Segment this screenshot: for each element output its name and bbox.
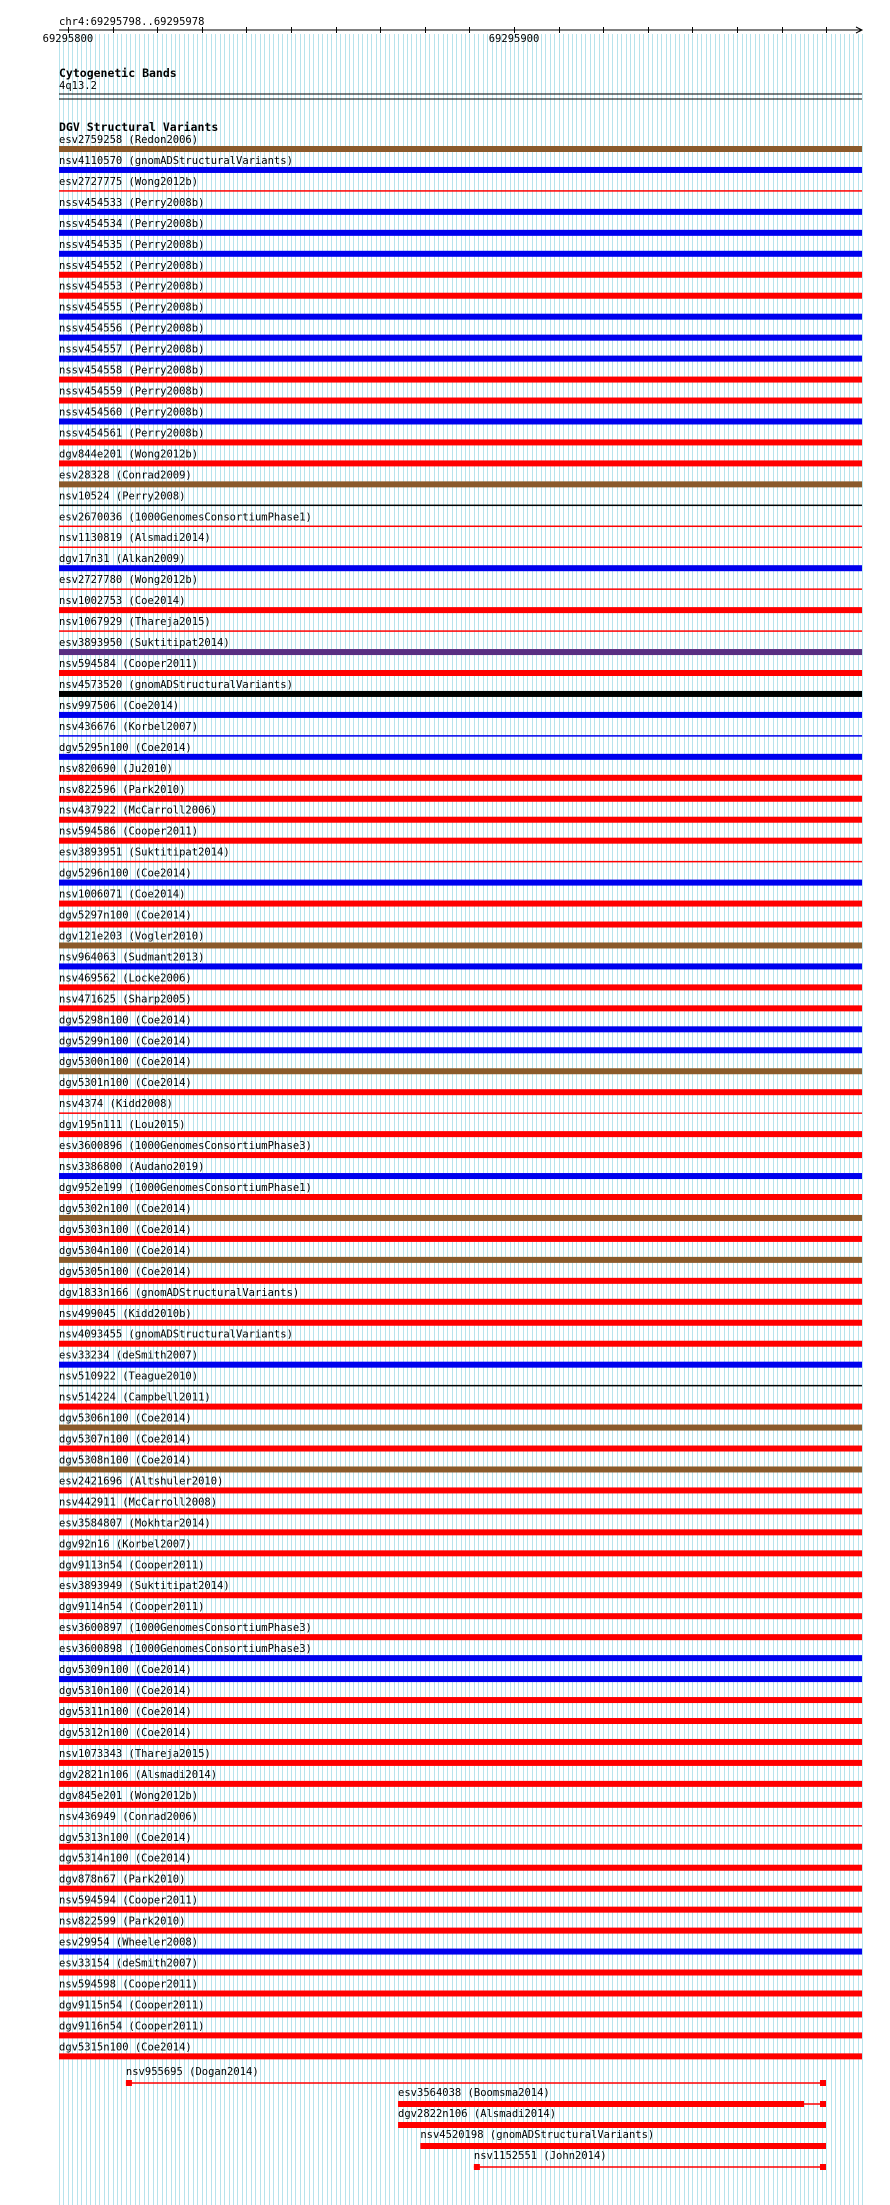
variant-label: nssv454555 (Perry2008b) [59,301,205,314]
variant-bar[interactable] [59,1005,862,1011]
variant-label: dgv5297n100 (Coe2014) [59,909,192,922]
variant-label: dgv5298n100 (Coe2014) [59,1014,192,1027]
variant-label: nsv469562 (Locke2006) [59,972,192,985]
variant-label: nsv436949 (Conrad2006) [59,1810,199,1823]
variant-bar[interactable] [59,1257,862,1263]
variant-bar[interactable] [59,1026,862,1032]
variant-label: nsv1130819 (Alsmadi2014) [59,532,211,545]
variant-label: esv2727780 (Wong2012b) [59,574,199,587]
variant-end-block[interactable] [820,2101,826,2107]
variant-label: nsv442911 (McCarroll2008) [59,1496,218,1509]
variant-bar[interactable] [59,209,862,215]
variant-bar[interactable] [59,272,862,278]
variant-label: dgv5306n100 (Coe2014) [59,1412,192,1425]
variant-bar[interactable] [59,1112,862,1114]
variant-bar[interactable] [59,838,862,844]
variant-label: nssv454535 (Perry2008b) [59,238,205,251]
variant-label: nsv955695 (Dogan2014) [125,2066,259,2078]
variant-bar[interactable] [59,1385,862,1387]
variant-label: nsv822599 (Park2010) [59,1915,186,1928]
variant-label: esv3600896 (1000GenomesConsortiumPhase3) [59,1140,312,1153]
variant-label: dgv92n16 (Korbel2007) [59,1538,192,1551]
variant-label: nssv454558 (Perry2008b) [59,364,205,377]
variant-label: nssv454556 (Perry2008b) [59,322,205,335]
variant-bar[interactable] [59,146,862,152]
variant-label: dgv878n67 (Park2010) [59,1873,186,1886]
variant-label: nsv594598 (Cooper2011) [59,1978,199,1991]
variant-label: dgv5313n100 (Coe2014) [59,1831,192,1844]
variant-bar[interactable] [59,1173,862,1179]
variant-bar[interactable] [59,1676,862,1682]
variant-label: nssv454552 (Perry2008b) [59,259,205,272]
variant-bar[interactable] [59,1844,862,1850]
variant-label: dgv5311n100 (Coe2014) [59,1706,192,1718]
variant-bar[interactable] [59,1970,862,1976]
variant-label: nsv594586 (Cooper2011) [59,825,199,838]
variant-bar[interactable] [59,901,862,907]
variant-bar[interactable] [59,1949,862,1955]
variant-bar[interactable] [59,1697,862,1703]
variant-label: nsv510922 (Teague2010) [59,1370,199,1383]
variant-label: nsv1002753 (Coe2014) [59,595,186,608]
variant-label: esv3584807 (Mokhtar2014) [59,1517,211,1530]
variant-bar[interactable] [59,735,862,737]
variant-label: esv29954 (Wheeler2008) [59,1936,199,1949]
variant-bar[interactable] [59,1487,862,1493]
variant-bar[interactable] [59,251,862,257]
variant-bar[interactable] [59,1529,862,1535]
variant-label: nsv471625 (Sharp2005) [59,993,192,1006]
variant-label: nssv454560 (Perry2008b) [59,406,205,419]
variant-label: dgv9115n54 (Cooper2011) [59,1999,205,2012]
variant-bar[interactable] [59,817,862,823]
variant-bar[interactable] [59,1781,862,1787]
variant-label: dgv5304n100 (Coe2014) [59,1244,192,1257]
variant-bar[interactable] [59,649,862,655]
variant-label: dgv5302n100 (Coe2014) [59,1202,192,1215]
variant-bar[interactable] [59,754,862,760]
variant-bar[interactable] [59,526,862,528]
variant-label: nsv4110570 (gnomADStructuralVariants) [59,154,293,167]
variant-label: dgv5310n100 (Coe2014) [59,1685,192,1698]
variant-bar[interactable] [59,880,862,886]
variant-label: dgv5314n100 (Coe2014) [59,1852,192,1865]
variant-label: esv3600898 (1000GenomesConsortiumPhase3) [59,1643,312,1656]
variant-bar[interactable] [59,167,862,173]
variant-bar[interactable] [59,2053,862,2059]
variant-label: nssv454557 (Perry2008b) [59,343,205,356]
variant-label: dgv2821n106 (Alsmadi2014) [59,1768,218,1781]
variant-bar[interactable] [59,1928,862,1934]
variant-label: esv2759258 (Redon2006) [59,134,199,146]
variant-bar[interactable] [59,439,862,445]
variant-bar[interactable] [59,1865,862,1871]
variant-start-block[interactable] [126,2080,132,2086]
variant-bar[interactable] [59,314,862,320]
variant-label: dgv2822n106 (Alsmadi2014) [398,2108,557,2120]
variant-bar[interactable] [59,377,862,383]
variant-label: nsv10524 (Perry2008) [59,490,186,503]
variant-bar[interactable] [59,1446,862,1452]
variant-label: nsv4573520 (gnomADStructuralVariants) [59,678,293,691]
variant-label: nsv964063 (Sudmant2013) [59,951,205,964]
variant-bar[interactable] [59,398,862,404]
dgv-track-title: DGV Structural Variants [59,120,219,134]
variant-bar[interactable] [59,1341,862,1347]
variant-label: esv33154 (deSmith2007) [59,1957,199,1970]
variant-bar[interactable] [59,418,862,424]
variant-bar[interactable] [59,1825,862,1827]
variant-label: nsv1152551 (John2014) [473,2150,607,2162]
variant-label: dgv844e201 (Wong2012b) [59,448,199,461]
variant-label: nsv437922 (McCarroll2006) [59,804,218,817]
variant-label: nsv4374 (Kidd2008) [59,1098,173,1111]
variant-bar[interactable] [59,630,862,632]
variant-label: nssv454533 (Perry2008b) [59,196,205,209]
variant-label: esv2421696 (Altshuler2010) [59,1475,224,1488]
variant-label: nsv436676 (Korbel2007) [59,720,199,733]
variant-label: dgv5295n100 (Coe2014) [59,741,192,754]
variant-bar[interactable] [59,1047,862,1053]
variant-bar[interactable] [59,1634,862,1640]
variant-bar[interactable] [59,588,862,590]
variant-label: dgv5307n100 (Coe2014) [59,1433,192,1446]
variant-bar[interactable] [59,2032,862,2038]
variant-bar[interactable] [59,670,862,676]
variant-bar[interactable] [398,2101,804,2107]
variant-label: nsv4520198 (gnomADStructuralVariants) [420,2129,655,2141]
variant-label: dgv1833n166 (gnomADStructuralVariants) [59,1286,300,1299]
variant-bar[interactable] [59,1739,862,1745]
variant-label: dgv952e199 (1000GenomesConsortiumPhase1) [59,1182,312,1194]
variant-label: esv3600897 (1000GenomesConsortiumPhase3) [59,1622,312,1635]
variant-bar[interactable] [59,607,862,613]
variant-label: esv3893951 (Suktitipat2014) [59,846,230,859]
variant-bar[interactable] [59,1466,862,1472]
variant-bar[interactable] [59,230,862,236]
variant-label: nssv454553 (Perry2008b) [59,280,205,293]
variant-bar[interactable] [59,565,862,571]
variant-bar[interactable] [59,1508,862,1514]
variant-label: esv3893949 (Suktitipat2014) [59,1580,230,1593]
variant-bar[interactable] [59,1299,862,1305]
variant-label: dgv195n111 (Lou2015) [59,1119,186,1132]
variant-label: nsv1067929 (Thareja2015) [59,616,211,629]
variant-bar[interactable] [59,1425,862,1431]
variant-label: dgv9113n54 (Cooper2011) [59,1559,205,1572]
variant-label: nsv997506 (Coe2014) [59,699,180,712]
variant-bar[interactable] [59,1236,862,1242]
variant-label: esv33234 (deSmith2007) [59,1349,199,1362]
cytoband-label: 4q13.2 [59,80,97,92]
variant-bar[interactable] [59,1278,862,1284]
variant-label: esv2670036 (1000GenomesConsortiumPhase1) [59,511,312,524]
variant-label: esv3564038 (Boomsma2014) [398,2087,550,2099]
variant-bar[interactable] [59,546,862,548]
variant-bar[interactable] [59,293,862,299]
variant-end-block[interactable] [820,2080,826,2086]
variant-bar[interactable] [59,775,862,781]
variant-label: nsv499045 (Kidd2010b) [59,1307,192,1320]
variant-label: dgv5296n100 (Coe2014) [59,867,192,880]
variant-label: nsv594584 (Cooper2011) [59,658,199,670]
variant-label: dgv121e203 (Vogler2010) [59,930,205,943]
variant-bar[interactable] [59,1592,862,1598]
variant-label: nsv514224 (Campbell2011) [59,1391,211,1404]
variant-label: dgv5300n100 (Coe2014) [59,1056,192,1069]
variant-label: dgv5305n100 (Coe2014) [59,1265,192,1278]
variant-bar[interactable] [59,984,862,990]
variant-label: nssv454559 (Perry2008b) [59,385,205,398]
variant-label: dgv5309n100 (Coe2014) [59,1664,192,1677]
variant-bar[interactable] [59,1655,862,1661]
cytoband-track-title: Cytogenetic Bands [59,66,177,80]
variant-bar[interactable] [59,922,862,928]
variant-label: dgv5312n100 (Coe2014) [59,1726,192,1739]
variant-label: nsv4093455 (gnomADStructuralVariants) [59,1328,293,1341]
variant-bar[interactable] [59,1404,862,1410]
variant-label: esv28328 (Conrad2009) [59,469,192,482]
variant-label: nsv1073343 (Thareja2015) [59,1747,211,1760]
variant-bar[interactable] [59,1550,862,1556]
variant-bar[interactable] [59,1802,862,1808]
variant-bar[interactable] [59,963,862,969]
variant-bar[interactable] [59,1131,862,1137]
variant-bar[interactable] [59,1152,862,1158]
variant-label: dgv9116n54 (Cooper2011) [59,2020,205,2033]
variant-label: nssv454534 (Perry2008b) [59,217,205,230]
variant-bar[interactable] [59,1320,862,1326]
variant-bar[interactable] [420,2143,826,2149]
ruler-tick-label: 69295800 [42,33,94,45]
variant-label: dgv5301n100 (Coe2014) [59,1077,192,1090]
variant-bar[interactable] [59,1215,862,1221]
variant-bar[interactable] [59,356,862,362]
variant-bar[interactable] [59,1718,862,1724]
variant-bar[interactable] [59,1760,862,1766]
variant-bar[interactable] [59,335,862,341]
variant-bar[interactable] [59,712,862,718]
variant-bar[interactable] [59,1990,862,1996]
variant-end-block[interactable] [820,2164,826,2170]
variant-bar[interactable] [59,796,862,802]
variant-label: esv2727775 (Wong2012b) [59,175,199,188]
variant-bar[interactable] [59,942,862,948]
variant-label: dgv5299n100 (Coe2014) [59,1035,192,1048]
variant-label: nsv3386800 (Audano2019) [59,1161,205,1174]
variant-label: dgv5315n100 (Coe2014) [59,2041,192,2054]
variant-bar[interactable] [59,691,862,697]
variant-label: nssv454561 (Perry2008b) [59,427,205,440]
variant-label: dgv5308n100 (Coe2014) [59,1454,192,1467]
variant-bar[interactable] [59,1886,862,1892]
variant-label: dgv845e201 (Wong2012b) [59,1789,199,1802]
variant-label: nsv1006071 (Coe2014) [59,888,186,901]
variant-label: nsv820690 (Ju2010) [59,762,173,775]
variant-bar[interactable] [59,1194,862,1200]
variant-label: nsv594594 (Cooper2011) [59,1894,199,1907]
variant-bar[interactable] [59,481,862,487]
variant-bar[interactable] [59,1089,862,1095]
variant-label: dgv9114n54 (Cooper2011) [59,1601,205,1614]
variant-bar[interactable] [398,2122,826,2128]
variant-label: esv3893950 (Suktitipat2014) [59,637,230,650]
variant-start-block[interactable] [474,2164,480,2170]
variant-bar[interactable] [59,1907,862,1913]
ruler-tick-label: 69295900 [488,33,540,45]
variant-bar[interactable] [59,505,862,507]
variant-label: nsv822596 (Park2010) [59,783,186,796]
variant-bar[interactable] [59,1362,862,1368]
variant-bar[interactable] [59,1571,862,1577]
variant-label: dgv5303n100 (Coe2014) [59,1223,192,1236]
variant-bar[interactable] [59,1613,862,1619]
position-label: chr4:69295798..69295978 [59,16,205,28]
variant-bar[interactable] [59,861,862,863]
variant-label: dgv17n31 (Alkan2009) [59,553,186,566]
variant-bar[interactable] [59,1068,862,1074]
variant-bar[interactable] [59,2011,862,2017]
variant-bar[interactable] [59,190,862,192]
variant-bar[interactable] [59,460,862,466]
